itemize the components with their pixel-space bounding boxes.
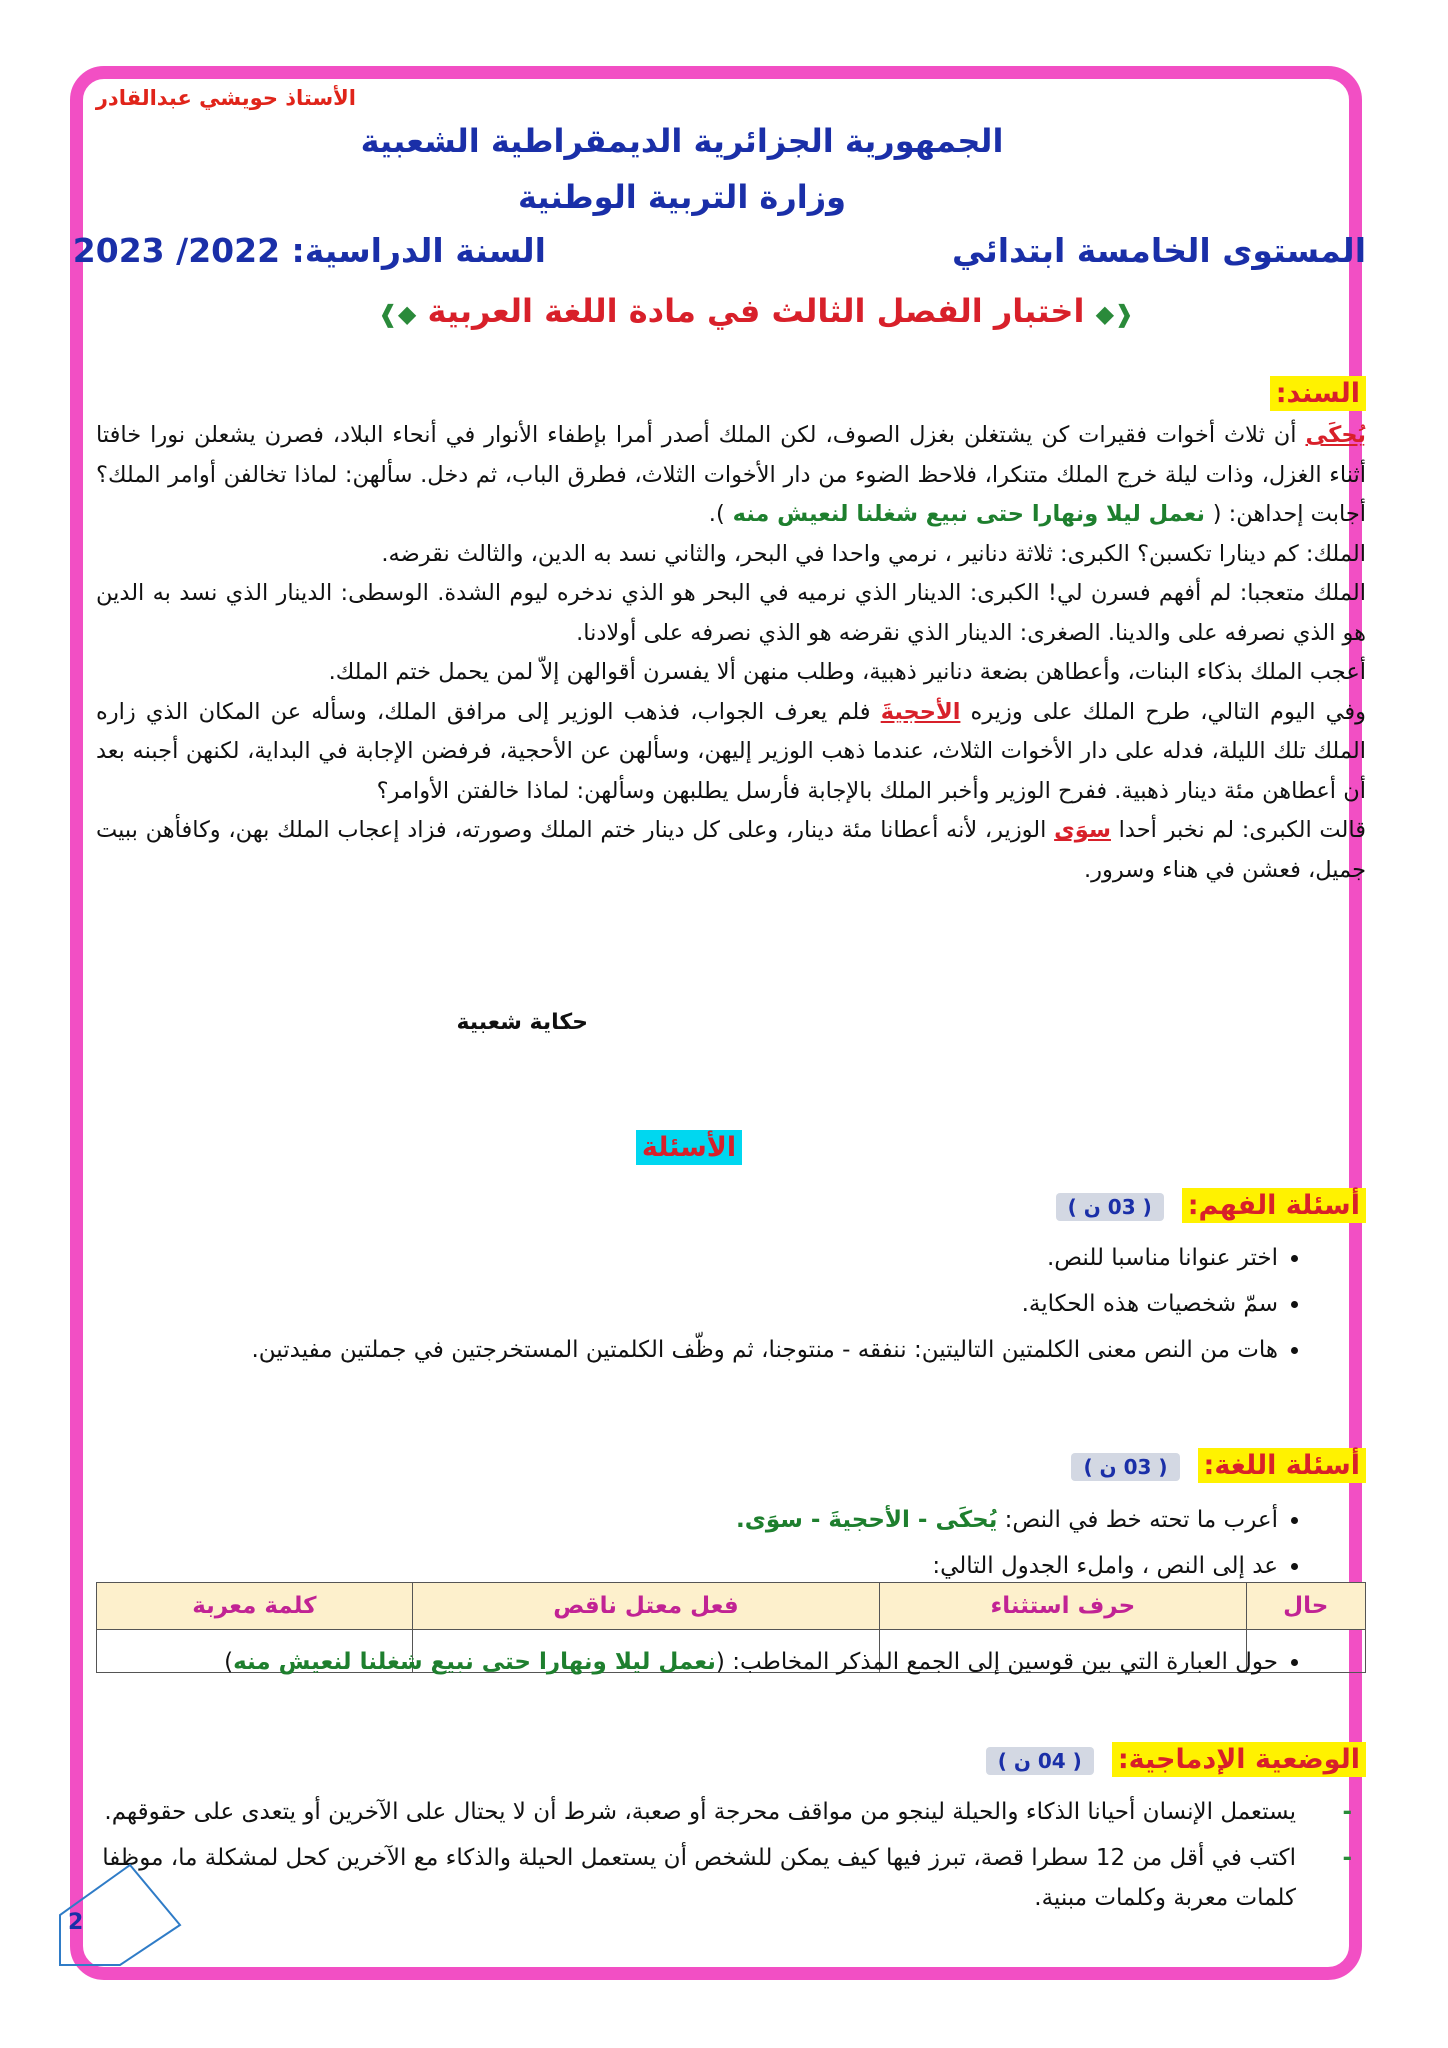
exam-page	[72, 80, 1367, 1960]
sanad-label: السند:	[1270, 376, 1366, 411]
ministry-title: وزارة التربية الوطنية	[517, 178, 847, 216]
ornament-icon: ◆❱	[377, 300, 417, 328]
school-year: السنة الدراسية: 2022/ 2023	[72, 231, 546, 270]
page-number: 2	[68, 1910, 84, 1935]
exam-title	[96, 292, 1416, 330]
level-label: المستوى الخامسة ابتدائي	[951, 231, 1366, 270]
sanad-heading	[1270, 376, 1366, 411]
story-paragraph: وفي اليوم التالي، طرح الملك على وزيره الأحجيةَ فلم يعرف الجواب، فذهب الوزير إلى مرافق الملك، وسأله عن المكان الذي زاره الملك تلك الليلة، فدله على دار الأخوات الثلاث، عندما ذهب الوزير إليهن، وسألهن عن الأحجية، فرفضن الإجابة في البداية، لكنهن أجبنه بعد أن أعطاهن مئة دينار ذهبية. ففرح الوزير وأخبر الملك بالإجابة فأرسل يطلبهن وسألهن: لماذا خالفتن الأوامر؟	[96, 698, 1367, 804]
table-header: كلمة معربة	[97, 1583, 413, 1630]
comprehension-heading	[1056, 1188, 1366, 1223]
story-paragraph: قالت الكبرى: لم نخبر أحدا سوَى الوزير، لأنه أعطانا مئة دينار، وعلى كل دينار ختم الملك وصورته، فزاد إعجاب الملك بهن، وكافأهن ببيت جميل، فعشن في هناء وسرور.	[96, 817, 1366, 883]
score-badge: ( 04 ن )	[986, 1747, 1094, 1775]
integration-heading	[986, 1742, 1366, 1777]
language-heading	[1071, 1448, 1366, 1483]
table-header: حرف استثناء	[880, 1583, 1246, 1630]
questions-title: الأسئلة	[636, 1130, 742, 1165]
score-badge: ( 03 ن )	[1071, 1453, 1179, 1481]
list-item: • عد إلى النص ، واملء الجدول التالي:	[96, 1546, 1278, 1586]
integration-label: الوضعية الإدماجية:	[1112, 1742, 1366, 1777]
republic-title: الجمهورية الجزائرية الديمقراطية الشعبية	[360, 122, 1004, 160]
list-item: - يستعمل الإنسان أحيانا الذكاء والحيلة لينجو من مواقف محرجة أو صعبة، شرط أن لا يحتال على الآخرين أو يتعدى على حقوقهم.	[96, 1792, 1296, 1832]
quote-text: نعمل ليلا ونهارا حتى نبيع شغلنا لنعيش منه	[233, 1649, 716, 1675]
ornament-icon: ❰◆	[1095, 300, 1135, 328]
questions-heading	[96, 1130, 1282, 1165]
parse-words: يُحكَى - الأحجيةَ - سوَى.	[736, 1507, 998, 1533]
table-header-row	[97, 1583, 1366, 1630]
story-paragraph: يُحكَى أن ثلاث أخوات فقيرات كن يشتغلن بغزل الصوف، لكن الملك أصدر أمرا بإطفاء الأنوار في أنحاء البلاد، فصرن يشعلن نورا خافتا أثناء الغزل، وذات ليلة خرج الملك متنكرا، فلاحظ الضوء من دار الأخوات الثلاث، فطرق الباب، ثم دخل. سألهن: لماذا تخالفن أوامر الملك؟ أجابت إحداهن: ( نعمل ليلا ونهارا حتى نبيع شغلنا لنعيش منه ).	[96, 422, 1366, 527]
underlined-word: الأحجيةَ	[880, 698, 961, 725]
author-name: الأستاذ حويشي عبدالقادر	[95, 86, 356, 110]
list-item: • أعرب ما تحته خط في النص: يُحكَى - الأحجيةَ - سوَى.	[96, 1500, 1278, 1540]
integration-list	[96, 1792, 1366, 1924]
comprehension-list	[96, 1238, 1366, 1376]
score-badge: ( 03 ن )	[1056, 1193, 1164, 1221]
story-paragraph: أعجب الملك بذكاء البنات، وأعطاهن بضعة دنانير ذهبية، وطلب منهن ألا يفسرن أقوالهن إلاّ لمن يحمل ختم الملك.	[328, 659, 1366, 685]
comprehension-label: أسئلة الفهم:	[1182, 1188, 1366, 1223]
list-item: • اختر عنوانا مناسبا للنص.	[96, 1238, 1278, 1278]
story-source: حكاية شعبية	[456, 1010, 588, 1035]
language-list	[96, 1500, 1366, 1592]
table-header: فعل معتل ناقص	[412, 1583, 879, 1630]
story-text	[96, 416, 1366, 890]
list-item: • هات من النص معنى الكلمتين التاليتين: ننفقه - منتوجنا، ثم وظّف الكلمتين المستخرجتين في جملتين مفيدتين.	[96, 1330, 1278, 1370]
quote-text: نعمل ليلا ونهارا حتى نبيع شغلنا لنعيش منه	[724, 501, 1213, 527]
story-paragraph: الملك: كم دينارا تكسبن؟ الكبرى: ثلاثة دنانير ، نرمي واحدا في البحر، والثاني نسد به الدين، والثالث نقرضه.	[381, 540, 1366, 567]
list-item: • حول العبارة التي بين قوسين إلى الجمع المذكر المخاطب: (نعمل ليلا ونهارا حتى نبيع شغلنا لنعيش منه)	[96, 1642, 1278, 1682]
story-paragraph: الملك متعجبا: لم أفهم فسرن لي! الكبرى: الدينار الذي نرميه في البحر هو الذي ندخره ليوم الشدة. الوسطى: الدينار الذي نسد به الدين هو الذي نصرفه على والدينا. الصغرى: الدينار الذي نقرضه هو الذي نصرفه على أولادنا.	[96, 580, 1366, 646]
language-label: أسئلة اللغة:	[1198, 1448, 1366, 1483]
list-item: • سمّ شخصيات هذه الحكاية.	[96, 1284, 1278, 1324]
underlined-word: يُحكَى	[1305, 422, 1366, 448]
list-item: - اكتب في أقل من 12 سطرا قصة، تبرز فيها كيف يمكن للشخص أن يستعمل الحيلة والذكاء مع الآخرين كحل لمشكلة ما، موظفا كلمات معربة وكلمات مبنية.	[96, 1838, 1296, 1918]
underlined-word: سوَى	[1054, 817, 1111, 843]
exam-title-text: اختبار الفصل الثالث في مادة اللغة العربية	[427, 292, 1085, 330]
language-list-2	[96, 1642, 1366, 1688]
table-header: حال	[1246, 1583, 1366, 1630]
